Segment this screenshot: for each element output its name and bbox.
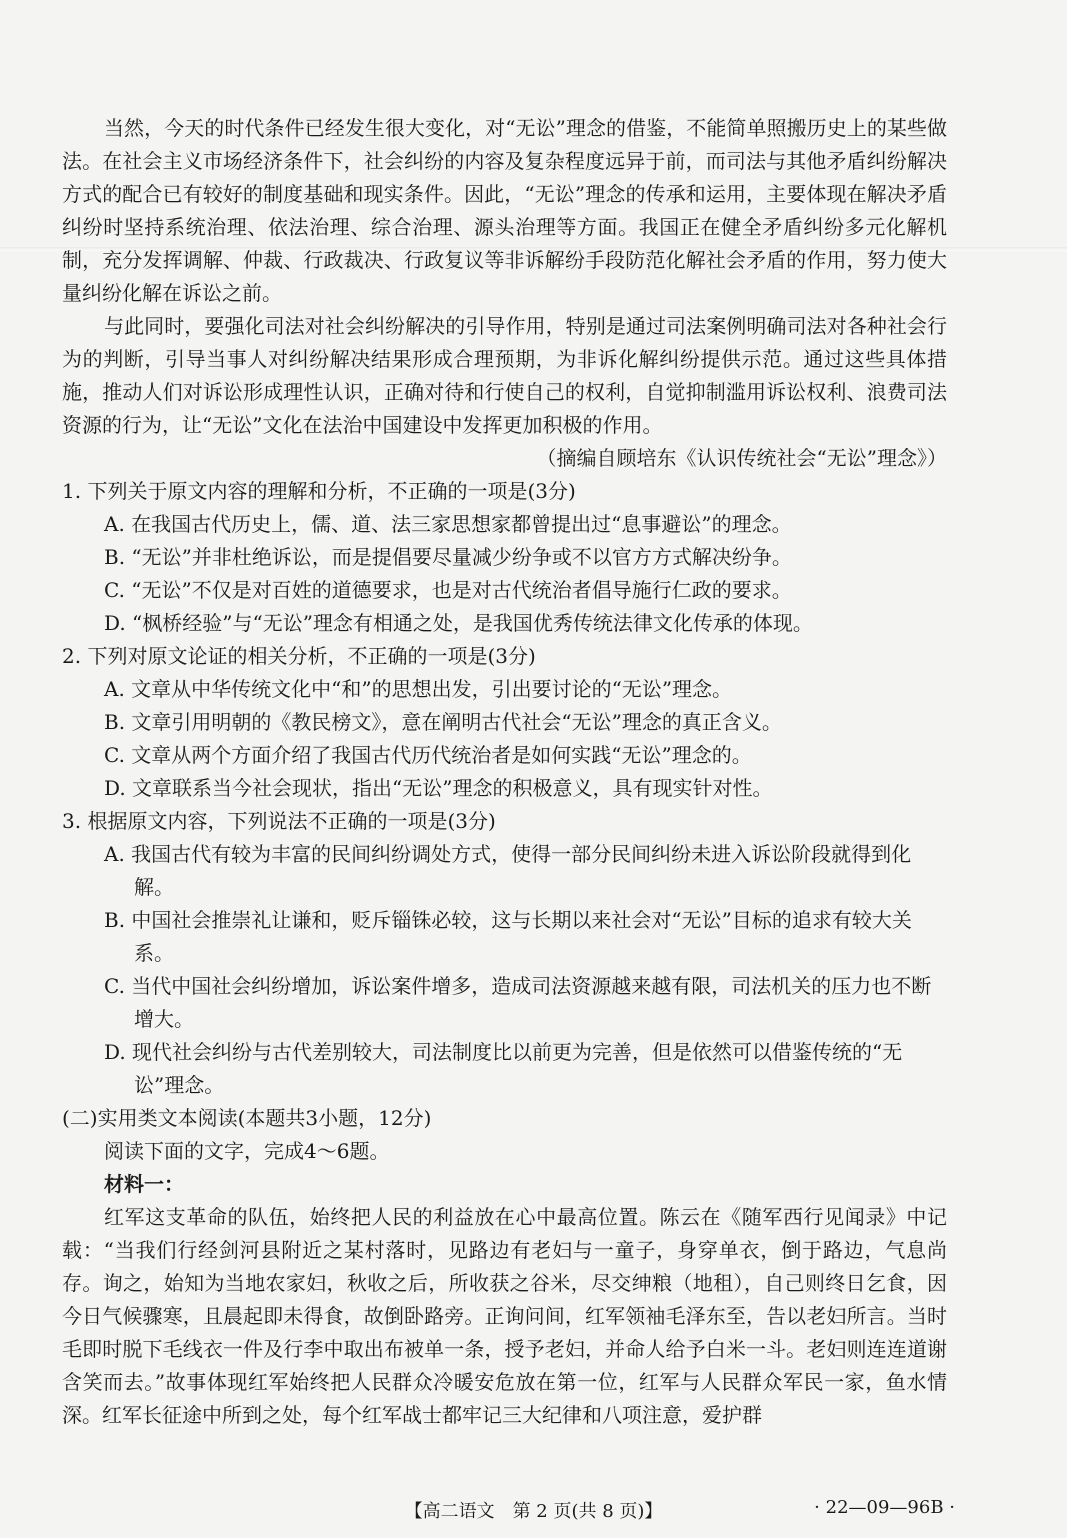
question-3-option-c: C. 当代中国社会纠纷增加，诉讼案件增多，造成司法资源越来越有限，司法机关的压力也不断增大。	[104, 974, 932, 1031]
question-3-stem: 3. 根据原文内容，下列说法不正确的一项是(3分)	[62, 809, 496, 833]
question-1-option-d: D. “枫桥经验”与“无讼”理念有相通之处，是我国优秀传统法律文化传承的体现。	[104, 611, 813, 635]
source-citation: （摘编自顾培东《认识传统社会“无讼”理念》）	[536, 446, 947, 470]
question-2-option-b: B. 文章引用明朝的《教民榜文》，意在阐明古代社会“无讼”理念的真正含义。	[104, 710, 782, 734]
page-content	[62, 112, 947, 1432]
question-1-option-a: A. 在我国古代历史上，儒、道、法三家思想家都曾提出过“息事避讼”的理念。	[104, 512, 792, 536]
question-3-option-b: B. 中国社会推崇礼让谦和，贬斥锱铢必较，这与长期以来社会对“无讼”目标的追求有较大关系。	[104, 908, 912, 965]
page-number-label: 【高二语文 第 2 页(共 8 页)】	[404, 1501, 663, 1522]
section-2-instruction: 阅读下面的文字，完成4～6题。	[104, 1139, 390, 1163]
page-footer	[0, 1497, 1067, 1527]
question-3-option-d: D. 现代社会纠纷与古代差别较大，司法制度比以前更为完善，但是依然可以借鉴传统的“无讼”理念。	[104, 1040, 903, 1097]
question-2-option-a: A. 文章从中华传统文化中“和”的思想出发，引出要讨论的“无讼”理念。	[104, 677, 733, 701]
body-paragraph: 当然，今天的时代条件已经发生很大变化，对“无讼”理念的借鉴，不能简单照搬历史上的某些做法。在社会主义市场经济条件下，社会纠纷的内容及复杂程度远异于前，而司法与其他矛盾纠纷解决方式的配合已有较好的制度基础和现实条件。因此，“无讼”理念的传承和运用，主要体现在解决矛盾纠纷时坚持系统治理、依法治理、综合治理、源头治理等方面。我国正在健全矛盾纠纷多元化解机制，充分发挥调解、仲裁、行政裁决、行政复议等非诉解纷手段防范化解社会矛盾的作用，努力使大量纠纷化解在诉讼之前。	[62, 116, 947, 305]
material-paragraph: 红军这支革命的队伍，始终把人民的利益放在心中最高位置。陈云在《随军西行见闻录》中记载：“当我们行经剑河县附近之某村落时，见路边有老妇与一童子，身穿单衣，倒于路边，气息尚存。询之，始知为当地农家妇，秋收之后，所收获之谷米，尽交绅粮（地租），自己则终日乞食，因今日气候骤寒，且晨起即未得食，故倒卧路旁。正询问间，红军领袖毛泽东至，告以老妇所言。当时毛即时脱下毛线衣一件及行李中取出布被单一条，授予老妇，并命人给予白米一斗。老妇则连连道谢含笑而去。”故事体现红军始终把人民群众冷暖安危放在第一位，红军与人民群众军民一家，鱼水情深。红军长征途中所到之处，每个红军战士都牢记三大纪律和八项注意，爱护群	[62, 1205, 947, 1427]
question-3-option-a: A. 我国古代有较为丰富的民间纠纷调处方式，使得一部分民间纠纷未进入诉讼阶段就得到化解。	[104, 842, 912, 899]
question-2-option-c: C. 文章从两个方面介绍了我国古代历代统治者是如何实践“无讼”理念的。	[104, 743, 752, 767]
material-label: 材料一：	[104, 1172, 184, 1196]
exam-code: · 22—09—96B ·	[814, 1497, 955, 1518]
section-2-heading: (二)实用类文本阅读(本题共3小题，12分)	[62, 1106, 432, 1130]
question-1-stem: 1. 下列关于原文内容的理解和分析，不正确的一项是(3分)	[62, 479, 576, 503]
body-paragraph: 与此同时，要强化司法对社会纠纷解决的引导作用，特别是通过司法案例明确司法对各种社会行为的判断，引导当事人对纠纷解决结果形成合理预期，为非诉化解纠纷提供示范。通过这些具体措施，推动人们对诉讼形成理性认识，正确对待和行使自己的权利，自觉抑制滥用诉讼权利、浪费司法资源的行为，让“无讼”文化在法治中国建设中发挥更加积极的作用。	[62, 314, 947, 437]
question-1-option-c: C. “无讼”不仅是对百姓的道德要求，也是对古代统治者倡导施行仁政的要求。	[104, 578, 792, 602]
question-2-stem: 2. 下列对原文论证的相关分析，不正确的一项是(3分)	[62, 644, 536, 668]
question-2-option-d: D. 文章联系当今社会现状，指出“无讼”理念的积极意义，具有现实针对性。	[104, 776, 773, 800]
question-1-option-b: B. “无讼”并非杜绝诉讼，而是提倡要尽量减少纷争或不以官方方式解决纷争。	[104, 545, 792, 569]
